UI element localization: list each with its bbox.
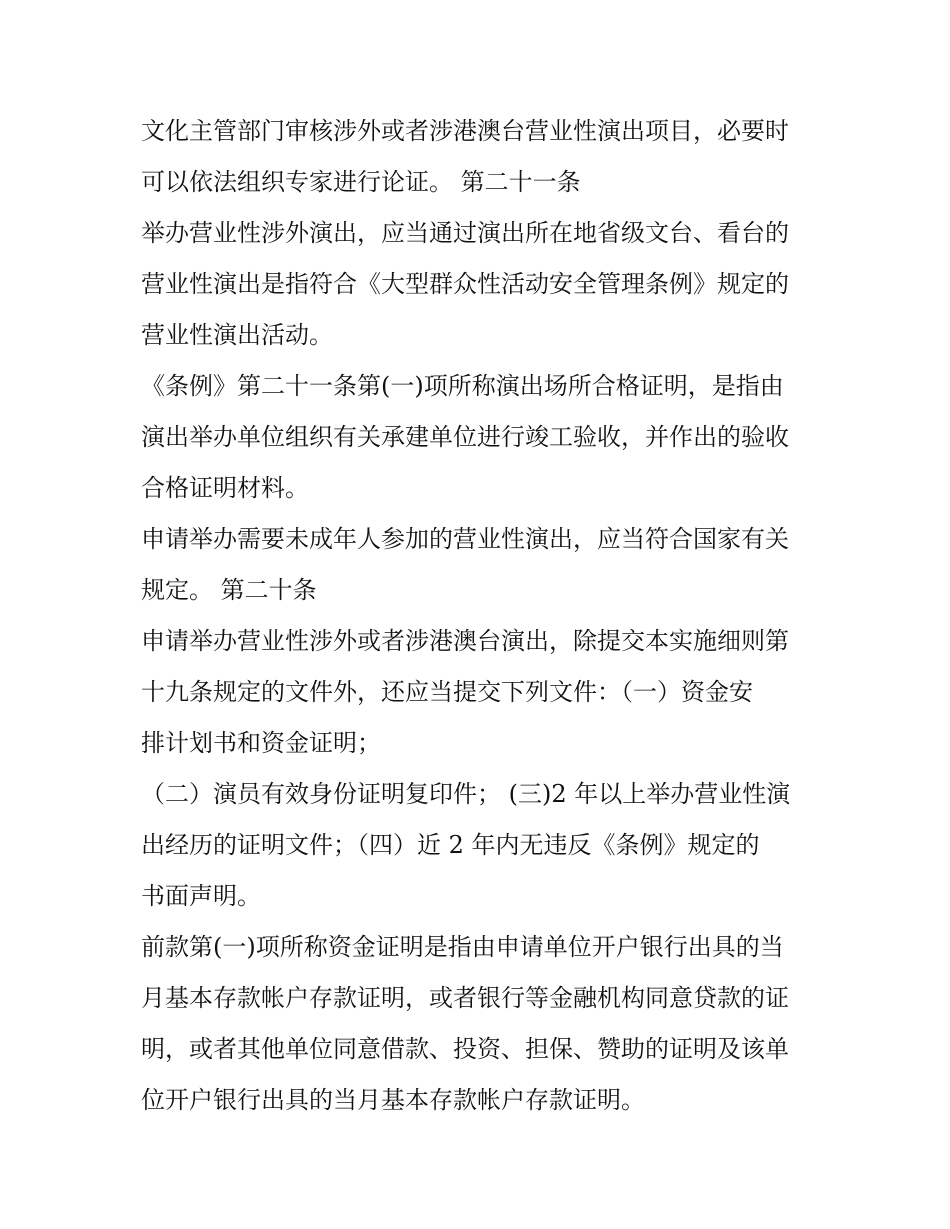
text-line: 可以依法组织专家进行论证。 第二十一条 xyxy=(141,168,581,196)
text-line: （二）演员有效身份证明复印件； (三)2 年以上举办营业性演 xyxy=(141,780,791,808)
paragraph-document-list xyxy=(141,769,821,922)
text-line: 明，或者其他单位同意借款、投资、担保、赞助的证明及该单 xyxy=(141,1035,789,1063)
text-line: 月基本存款帐户存款证明，或者银行等金融机构同意贷款的证 xyxy=(141,984,789,1012)
text-line: 十九条规定的文件外，还应当提交下列文件：（一）资金安 xyxy=(141,678,753,706)
text-line: 位开户银行出具的当月基本存款帐户存款证明。 xyxy=(141,1086,645,1114)
text-line: 营业性演出活动。 xyxy=(141,321,333,349)
text-line: 合格证明材料。 xyxy=(141,474,309,502)
paragraph-foreign-performance xyxy=(141,208,821,361)
text-line: 营业性演出是指符合《大型群众性活动安全管理条例》规定的 xyxy=(141,270,789,298)
paragraph-application-documents xyxy=(141,616,821,769)
paragraph-review-projects xyxy=(141,106,821,208)
text-line: 举办营业性涉外演出，应当通过演出所在地省级文台、看台的 xyxy=(141,219,789,247)
text-line: 文化主管部门审核涉外或者涉港澳台营业性演出项目，必要时 xyxy=(141,117,789,145)
text-line: 申请举办需要未成年人参加的营业性演出，应当符合国家有关 xyxy=(141,525,789,553)
text-line: 出经历的证明文件；（四）近 2 年内无违反《条例》规定的 xyxy=(141,831,760,859)
text-line: 书面声明。 xyxy=(141,882,261,910)
text-line: 申请举办营业性涉外或者涉港澳台演出，除提交本实施细则第 xyxy=(141,627,789,655)
text-line: 演出举办单位组织有关承建单位进行竣工验收，并作出的验收 xyxy=(141,423,789,451)
paragraph-minors xyxy=(141,514,821,616)
paragraph-funding-proof xyxy=(141,922,821,1126)
document-body xyxy=(141,106,821,1126)
text-line: 规定。 第二十条 xyxy=(141,576,317,604)
text-line: 前款第(一)项所称资金证明是指由申请单位开户银行出具的当 xyxy=(141,933,784,961)
paragraph-venue-certificate xyxy=(141,361,821,514)
text-line: 《条例》第二十一条第(一)项所称演出场所合格证明，是指由 xyxy=(141,372,784,400)
text-line: 排计划书和资金证明； xyxy=(141,729,381,757)
